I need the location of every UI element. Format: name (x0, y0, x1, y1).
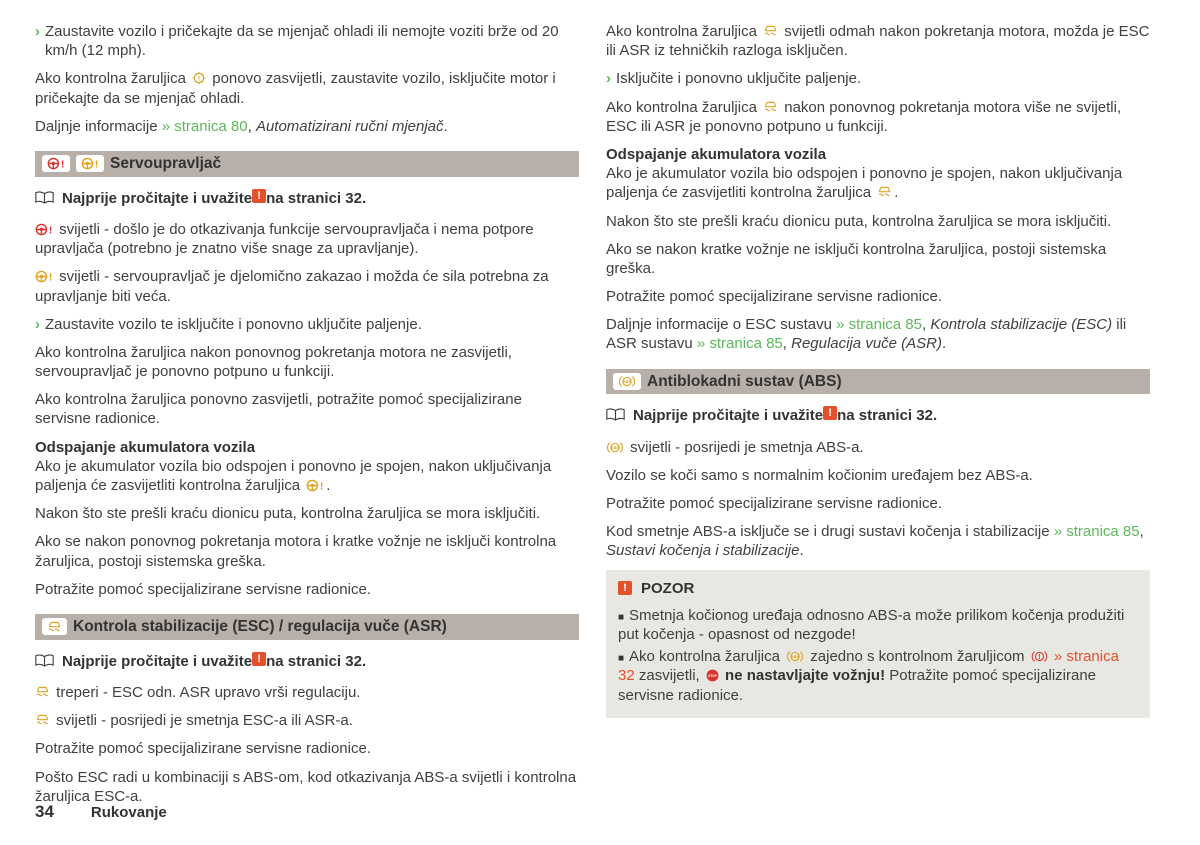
steering-failure-yellow-icon (35, 270, 53, 283)
svg-text:!: ! (1038, 653, 1041, 662)
italic-reference: Kontrola stabilizacije (ESC) (930, 316, 1113, 334)
svg-text:STOP: STOP (707, 674, 717, 679)
steering-failure-yellow-icon (81, 157, 99, 170)
paragraph (606, 98, 1150, 136)
text: zajedno s kontrolnom žaruljicom (806, 648, 1029, 666)
svg-text:ABS: ABS (622, 380, 632, 385)
text: , (782, 335, 792, 353)
footer-section-label: Rukovanje (90, 804, 167, 822)
paragraph (35, 117, 579, 136)
text: . (326, 477, 331, 495)
text: Zaustavite vozilo i pričekajte da se mjenjač ohladi ili nemojte voziti brže od 20 km/h (12 mph). (45, 23, 559, 60)
section-title: Servoupravljač (110, 154, 222, 172)
text: Ako kontrolna žaruljica nakon ponovnog pokretanja motora ne zasvijetli, servoupravljač je ponovno potpuno u funkciji. (35, 343, 512, 381)
paragraph (606, 438, 1150, 457)
paragraph (606, 212, 1150, 231)
step-text (45, 22, 579, 60)
text: na stranici 32. (266, 652, 367, 670)
text: Smetnja kočionog uređaja odnosno ABS-a može prilikom kočenja produžiti put kočenja - opasnost od nezgode! (618, 606, 1125, 643)
svg-text:!: ! (60, 159, 65, 171)
warning-box (606, 570, 1150, 718)
svg-text:ABS: ABS (610, 445, 620, 450)
right-column (606, 22, 1150, 775)
read-first-book-icon (35, 653, 54, 668)
text: nakon ponovnog pokretanja motora više ne svijetli, ESC ili ASR je ponovno potpuno u funkciji. (606, 98, 1122, 135)
paragraph (35, 267, 579, 305)
section-icon-badge (76, 155, 104, 172)
text: Ako kontrolna žaruljica ponovno zasvijetli, potražite pomoć specijalizirane servisne radionice. (35, 391, 522, 428)
left-column (35, 22, 579, 805)
paragraph (35, 711, 579, 730)
subheading: Odspajanje akumulatora vozila (35, 438, 256, 456)
esc-indicator-icon (35, 685, 50, 699)
read-first-note (35, 652, 579, 671)
text: Potražite pomoć specijalizirane servisne radionice. (35, 580, 371, 598)
svg-text:!: ! (48, 225, 53, 236)
paragraph (35, 532, 579, 570)
text: . (799, 542, 804, 560)
text: Ako kontrolna žaruljica (629, 648, 785, 666)
svg-text:!: ! (320, 481, 324, 493)
read-first-note (606, 406, 1150, 425)
text: , (1139, 523, 1144, 541)
text: Ako kontrolna žaruljica (35, 70, 191, 88)
text: Ako kontrolna žaruljica (606, 23, 762, 40)
paragraph (606, 145, 1150, 203)
paragraph (35, 69, 579, 107)
text: Vozilo se koči samo s normalnim kočionim uređajem bez ABS-a. (606, 466, 1033, 484)
warning-note-icon: ! (618, 581, 632, 595)
chevron-bullet-icon: › (35, 23, 40, 40)
text: Ako se nakon kratke vožnje ne isključi kontrolna žaruljica, postoji sistemska greška. (606, 240, 1107, 277)
text: Nakon što ste prešli kraću dionicu puta, kontrolna žaruljica se mora isključiti. (35, 505, 541, 523)
italic-reference: Automatizirani ručni mjenjač (255, 117, 444, 135)
text: na stranici 32. (266, 189, 367, 207)
text: Potražite pomoć specijalizirane servisne radionice. (606, 288, 942, 306)
paragraph (606, 22, 1150, 60)
section-title: Kontrola stabilizacije (ESC) / regulacija vuče (ASR) (73, 617, 447, 635)
page-number: 34 (35, 802, 54, 822)
text: Ako je akumulator vozila bio odspojen i ponovno je spojen, nakon uključivanja paljenja će zasvijetliti kontrolna žaruljica (35, 457, 552, 495)
text: Pošto ESC radi u kombinaciji s ABS-om, kod otkazivanja ABS-a svijetli i kontrolna žaruljica ESC-a. (35, 768, 577, 805)
instruction-step (35, 315, 579, 334)
page-link[interactable]: » stranica 80 (161, 117, 248, 135)
text: Daljnje informacije o ESC sustavu (606, 316, 837, 334)
text: na stranici 32. (837, 407, 938, 425)
chevron-bullet-icon: › (606, 70, 611, 88)
warning-note-icon: ! (252, 189, 266, 203)
brake-warning-icon (1031, 650, 1048, 663)
warning-note-icon: ! (823, 406, 837, 420)
page-link[interactable]: » stranica 85 (836, 316, 922, 334)
text: . (443, 117, 448, 135)
paragraph (35, 683, 579, 702)
text: svijetli - posrijedi je smetnja ABS-a. (626, 438, 864, 456)
instruction-step (606, 69, 1150, 88)
square-bullet-icon: ■ (618, 611, 625, 623)
paragraph (35, 580, 579, 599)
subheading: Odspajanje akumulatora vozila (606, 145, 827, 163)
esc-indicator-icon (47, 620, 62, 634)
paragraph (606, 494, 1150, 513)
esc-indicator-icon (763, 24, 778, 38)
text: svijetli - došlo je do otkazivanja funkcije servoupravljača i nema potpore upravljača (potrebno je znatno više snage za upravljanje). (35, 220, 534, 258)
svg-text:ABS: ABS (791, 655, 800, 660)
section-header (35, 614, 579, 640)
warning-note-icon: ! (252, 652, 266, 666)
text: Najprije pročitajte i uvažite (62, 189, 253, 207)
paragraph (35, 343, 579, 381)
svg-text:!: ! (94, 159, 99, 171)
text: Kod smetnje ABS-a isključe se i drugi sustavi kočenja i stabilizacije (606, 523, 1054, 541)
text: Isključite i ponovno uključite paljenje. (616, 70, 862, 88)
abs-indicator-icon (786, 650, 804, 663)
steering-failure-red-icon (47, 157, 65, 170)
warning-item (618, 647, 1138, 705)
instruction-step (35, 22, 579, 60)
paragraph (606, 466, 1150, 485)
paragraph (35, 768, 579, 806)
esc-indicator-icon (763, 100, 778, 114)
text: Potražite pomoć specijalizirane servisne radionice. (618, 667, 1097, 704)
paragraph (606, 240, 1150, 278)
paragraph (35, 390, 579, 428)
text: Potražite pomoć specijalizirane servisne radionice. (35, 740, 371, 758)
italic-reference: Regulacija vuče (ASR) (791, 335, 943, 353)
warning-header (618, 579, 1138, 598)
text: Nakon što ste prešli kraću dionicu puta, kontrolna žaruljica se mora isključiti. (606, 212, 1112, 230)
section-icon-badge (613, 373, 641, 390)
paragraph (606, 522, 1150, 560)
read-first-book-icon (606, 407, 625, 422)
text: Daljnje informacije (35, 117, 162, 135)
step-text (45, 315, 579, 334)
svg-text:!: ! (48, 272, 53, 284)
section-title: Antiblokadni sustav (ABS) (647, 372, 842, 390)
paragraph (35, 220, 579, 258)
chevron-bullet-icon: › (35, 315, 40, 333)
text: svijetli - posrijedi je smetnja ESC-a ili ASR-a. (52, 712, 353, 730)
steering-failure-yellow-icon (306, 479, 324, 492)
text: zasvijetli, (634, 667, 704, 685)
gearbox-warning-icon (192, 71, 206, 85)
esc-indicator-icon (35, 713, 50, 727)
section-icon-badge (42, 155, 70, 172)
abs-indicator-icon (606, 441, 624, 454)
read-first-book-icon (35, 190, 54, 205)
page-link[interactable]: » stranica 32 (618, 648, 1119, 685)
bold-text: ne nastavljajte vožnju! (720, 667, 886, 685)
paragraph (35, 438, 579, 496)
text: svijetli odmah nakon pokretanja motora, možda je ESC ili ASR iz tehničkih razloga isključen. (606, 23, 1150, 60)
section-header (35, 151, 579, 177)
text: Ako je akumulator vozila bio odspojen i ponovno je spojen, nakon uključivanja paljenja će zasvijetliti kontrolna žaruljica (606, 165, 1123, 202)
read-first-note (35, 189, 579, 208)
stop-sign-icon (706, 669, 719, 682)
text: Potražite pomoć specijalizirane servisne radionice. (606, 495, 942, 513)
abs-indicator-icon (618, 375, 636, 388)
steering-failure-red-icon (35, 223, 53, 236)
section-header (606, 369, 1150, 395)
svg-text:!: ! (197, 75, 201, 83)
paragraph (606, 315, 1150, 353)
text: Ako se nakon ponovnog pokretanja motora i kratke vožnje ne isključi kontrolna žaruljica, postoji sistemska greška. (35, 533, 557, 570)
text: , (247, 117, 256, 135)
text: ili ASR sustavu (606, 316, 1127, 353)
warning-title: POZOR (641, 579, 695, 597)
square-bullet-icon: ■ (618, 653, 625, 665)
text: svijetli - servoupravljač je djelomično zakazao i možda će sila potrebna za upravljanje biti veća. (35, 268, 549, 305)
section-icon-badge (42, 618, 67, 635)
text: . (894, 184, 899, 202)
text: , (922, 316, 931, 334)
text: Zaustavite vozilo te isključite i ponovno uključite paljenje. (45, 315, 422, 333)
paragraph (606, 287, 1150, 306)
text: Ako kontrolna žaruljica (606, 98, 762, 116)
text: treperi - ESC odn. ASR upravo vrši regulaciju. (52, 683, 361, 701)
text: Najprije pročitajte i uvažite (633, 407, 824, 425)
italic-reference: Sustavi kočenja i stabilizacije (606, 542, 800, 560)
text: ponovo zasvijetli, zaustavite vozilo, isključite motor i pričekajte da se mjenjač ohladi. (35, 70, 556, 107)
page-link[interactable]: » stranica 85 (1053, 523, 1140, 541)
page-footer (35, 801, 167, 823)
page-link[interactable]: » stranica 85 (696, 335, 783, 353)
paragraph (35, 504, 579, 523)
paragraph (35, 739, 579, 758)
text: Najprije pročitajte i uvažite (62, 652, 253, 670)
esc-indicator-icon (877, 185, 892, 199)
step-text (616, 69, 1150, 88)
text: . (942, 335, 947, 353)
warning-item (618, 606, 1138, 644)
